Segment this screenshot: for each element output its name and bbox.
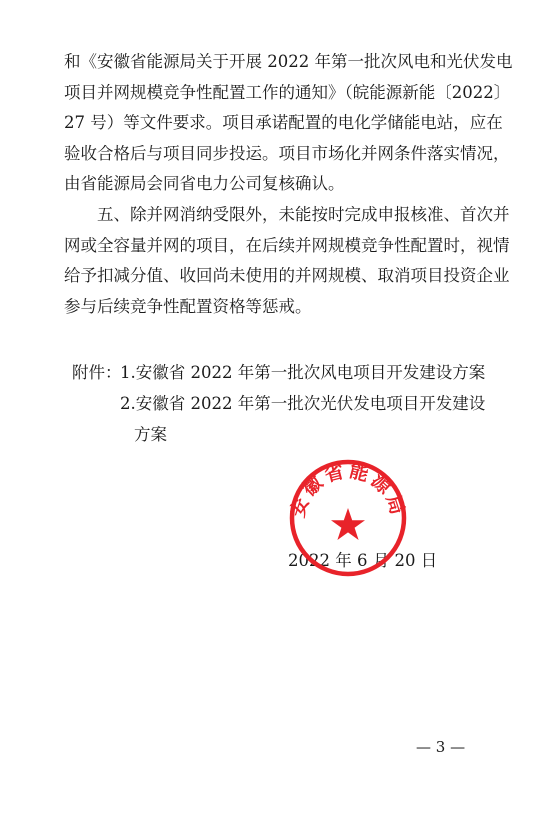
paragraph-line: 和《安徽省能源局关于开展 2022 年第一批次风电和光伏发电 (64, 52, 513, 71)
paragraph-2 (64, 200, 510, 322)
paragraph-line: 给予扣减分值、收回尚未使用的并网规模、取消项目投资企业 (64, 266, 510, 286)
paragraph-line: 项目并网规模竞争性配置工作的通知》（皖能源新能〔2022〕 (64, 82, 511, 102)
svg-text:安徽省能源局: 安徽省能源局 (286, 459, 410, 521)
attachment-label: 附件： (72, 363, 122, 382)
paragraph-1 (64, 47, 513, 200)
paragraph-line: 验收合格后与项目同步投运。项目市场化并网条件落实情况， (64, 143, 510, 163)
paragraph-line: 网或全容量并网的项目，在后续并网规模竞争性配置时，视情 (64, 235, 510, 255)
issue-date: 2022 年 6 月 20 日 (288, 551, 438, 570)
paragraph-line: 参与后续竞争性配置资格等惩戒。 (64, 296, 312, 316)
attachment-item-2: 2.安徽省 2022 年第一批次光伏发电项目开发建设 (120, 394, 486, 413)
paragraph-line: 由省能源局会同省电力公司复核确认。 (64, 174, 345, 194)
paragraph-line: 五、除并网消纳受限外，未能按时完成申报核准、首次并 (64, 205, 510, 224)
attachment-item-2-continued: 方案 (134, 425, 167, 444)
attachment-item-1: 1.安徽省 2022 年第一批次风电项目开发建设方案 (120, 363, 486, 382)
page-number: — 3 — (416, 738, 466, 756)
paragraph-line: 27 号）等文件要求。项目承诺配置的电化学储能电站，应在 (64, 113, 503, 133)
